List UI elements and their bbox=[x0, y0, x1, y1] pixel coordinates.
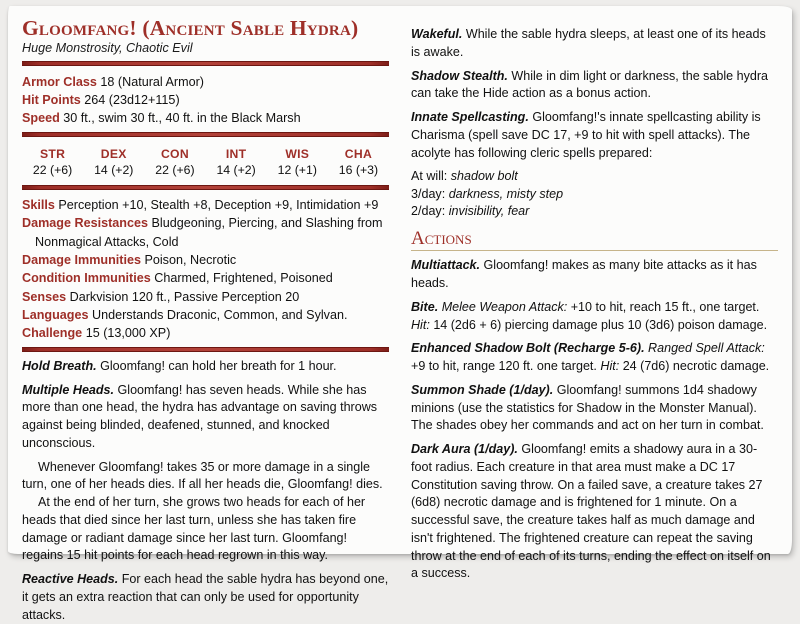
action-dark-aura bbox=[411, 441, 778, 583]
ability-name: CON bbox=[160, 146, 189, 161]
action-multiattack bbox=[411, 257, 778, 293]
trait-text: Gloomfang!'s innate spellcasting ability is Charisma (spell save DC 17, +9 to hit with spell attacks). The acolyte has following cleric spells prepared: bbox=[411, 110, 761, 160]
spell-frequency: At will: bbox=[411, 169, 448, 184]
detail-value: Perception +10, Stealth +8, Deception +9, Intimidation +9 bbox=[58, 197, 379, 212]
ability-name: DEX bbox=[100, 146, 127, 161]
ability-name: INT bbox=[225, 146, 247, 161]
trait-text: While in dim light or darkness, the sable hydra can take the Hide action as a bonus action. bbox=[411, 68, 769, 101]
trait-wakeful bbox=[411, 26, 778, 62]
detail-value: Darkvision 120 ft., Passive Perception 20 bbox=[69, 289, 300, 304]
attribute-speed bbox=[22, 109, 389, 127]
detail-label: Senses bbox=[22, 289, 67, 304]
detail-label: Damage Resistances bbox=[22, 216, 149, 231]
trait-name: Multiple Heads. bbox=[22, 382, 115, 397]
action-text: +10 to hit, reach 15 ft., one target. bbox=[567, 299, 760, 314]
action-hit-text: 24 (7d6) necrotic damage. bbox=[619, 359, 770, 374]
attribute-value: 264 (23d12+115) bbox=[84, 92, 180, 107]
spell-frequency: 2/day: bbox=[411, 204, 446, 219]
trait-name: Shadow Stealth. bbox=[411, 68, 508, 83]
spell-names: invisibility, fear bbox=[448, 204, 530, 219]
ability-con bbox=[144, 146, 205, 179]
detail-value: Bludgeoning, Piercing, and Slashing from Nonmagical Attacks, Cold bbox=[35, 216, 383, 249]
attribute-hit-points bbox=[22, 91, 389, 109]
action-name: Summon Shade (1/day). bbox=[411, 382, 554, 397]
spell-names: shadow bolt bbox=[450, 169, 518, 184]
divider-rule-abilities-top bbox=[22, 132, 389, 137]
creature-meta: Huge Monstrosity, Chaotic Evil bbox=[22, 40, 193, 55]
spell-line-3-per-day bbox=[411, 186, 778, 204]
divider-rule-top bbox=[22, 61, 389, 66]
action-hit-label: Hit: bbox=[411, 317, 430, 332]
innate-spell-list bbox=[411, 168, 778, 221]
ability-value: 16 (+3) bbox=[338, 163, 379, 178]
trait-name: Wakeful. bbox=[411, 27, 463, 41]
trait-name: Innate Spellcasting. bbox=[411, 110, 529, 124]
detail-value: Charmed, Frightened, Poisoned bbox=[154, 271, 333, 286]
divider-rule-abilities-bottom bbox=[22, 185, 389, 190]
details-list bbox=[22, 196, 389, 343]
attribute-armor-class bbox=[22, 73, 389, 91]
action-bite bbox=[411, 299, 778, 335]
action-name: Bite. bbox=[411, 299, 439, 314]
trait-multiple-heads-paragraph-2: Whenever Gloomfang! takes 35 or more damage in a single turn, one of her heads dies. If all her heads die, Gloomfang! dies. bbox=[22, 459, 383, 492]
trait-multiple-heads bbox=[22, 382, 389, 453]
trait-innate-spellcasting bbox=[411, 109, 778, 162]
ability-value: 14 (+2) bbox=[94, 163, 134, 178]
action-summon-shade bbox=[411, 382, 778, 435]
ability-value: 12 (+1) bbox=[277, 163, 317, 178]
detail-value: Poison, Necrotic bbox=[144, 252, 237, 267]
trait-shadow-stealth bbox=[411, 68, 778, 104]
trait-multiple-heads-paragraph-3: At the end of her turn, she grows two heads for each of her heads that died since her last turn, unless she has taken fire damage or radiant damage since her last turn. Gloomfang! regains 15 hit points for each head regrown in this way. bbox=[22, 495, 366, 563]
statblock-card bbox=[8, 6, 792, 622]
action-text: Gloomfang! summons 1d4 shadowy minions (use the statistics for Shadow in the Monster Manual). The shades obey her commands and act on her turn in combat. bbox=[411, 382, 764, 433]
detail-condition-immunities bbox=[22, 269, 389, 287]
action-text: +9 to hit, range 120 ft. one target. bbox=[411, 359, 601, 374]
trait-name: Hold Breath. bbox=[22, 358, 97, 373]
ability-name: STR bbox=[39, 146, 66, 161]
detail-senses bbox=[22, 288, 389, 306]
action-name: Dark Aura (1/day). bbox=[411, 442, 518, 457]
spell-frequency: 3/day: bbox=[411, 186, 446, 201]
detail-label: Damage Immunities bbox=[22, 252, 141, 267]
detail-damage-immunities bbox=[22, 251, 389, 269]
ability-value: 22 (+6) bbox=[155, 163, 195, 178]
attribute-label: Speed bbox=[22, 111, 60, 126]
trait-text: Gloomfang! can hold her breath for 1 hour. bbox=[96, 358, 337, 373]
attribute-label: Hit Points bbox=[22, 92, 81, 107]
detail-skills bbox=[22, 196, 389, 214]
ability-dex bbox=[83, 146, 144, 179]
attribute-value: 30 ft., swim 30 ft., 40 ft. in the Black Marsh bbox=[63, 111, 301, 126]
spell-line-2-per-day bbox=[411, 203, 778, 221]
detail-damage-resistances bbox=[22, 214, 389, 251]
divider-rule-traits bbox=[22, 347, 389, 352]
ability-str bbox=[22, 146, 83, 179]
ability-score-table bbox=[22, 143, 389, 181]
action-attack-type: Melee Weapon Attack: bbox=[438, 299, 568, 314]
ability-name: WIS bbox=[285, 146, 310, 161]
creature-name: Gloomfang! (Ancient Sable Hydra) bbox=[22, 16, 359, 40]
detail-languages bbox=[22, 306, 389, 324]
action-text: Gloomfang! emits a shadowy aura in a 30-foot radius. Each creature in that area must make a DC 17 Constitution saving throw. On a failed save, a creature takes 27 (6d8) necrotic damage and is frightened for 1 minute. On a successful save, the creature takes half as much damage and isn't frightened. The frightened creature can repeat the saving throw at the end of each of its turns, ending the effect on itself on a success. bbox=[411, 442, 771, 581]
detail-label: Languages bbox=[22, 308, 89, 322]
detail-label: Condition Immunities bbox=[22, 271, 151, 286]
detail-label: Skills bbox=[22, 197, 55, 212]
action-name: Multiattack. bbox=[411, 258, 481, 273]
section-heading-actions: Actions bbox=[411, 227, 472, 249]
action-name: Enhanced Shadow Bolt (Recharge 5-6). bbox=[411, 341, 645, 356]
section-underline-actions bbox=[411, 250, 778, 252]
attribute-label: Armor Class bbox=[22, 74, 97, 89]
ability-name: CHA bbox=[344, 146, 373, 161]
attributes-list bbox=[22, 73, 389, 128]
trait-reactive-heads bbox=[22, 571, 389, 624]
trait-name: Reactive Heads. bbox=[22, 572, 119, 586]
action-enhanced-shadow-bolt bbox=[411, 340, 778, 376]
ability-int bbox=[206, 146, 267, 179]
attribute-value: 18 (Natural Armor) bbox=[100, 74, 204, 89]
ability-value: 22 (+6) bbox=[32, 163, 73, 178]
action-hit-text: 14 (2d6 + 6) piercing damage plus 10 (3d6) poison damage. bbox=[429, 317, 768, 332]
trait-text: Gloomfang! has seven heads. While she has more than one head, the hydra has advantage on saving throws against being blinded, deafened, stunned, and knocked unconscious. bbox=[22, 382, 378, 450]
action-hit-label: Hit: bbox=[600, 359, 620, 374]
detail-label: Challenge bbox=[22, 326, 83, 341]
ability-value: 14 (+2) bbox=[216, 163, 256, 178]
spell-line-at-will bbox=[411, 168, 778, 186]
trait-text: While the sable hydra sleeps, at least one of its heads is awake. bbox=[411, 27, 766, 59]
ability-wis bbox=[267, 146, 328, 179]
statblock-right-column bbox=[411, 17, 778, 581]
spell-names: darkness, misty step bbox=[448, 186, 564, 201]
detail-value: Understands Draconic, Common, and Sylvan. bbox=[91, 308, 348, 322]
trait-text: For each head the sable hydra has beyond one, it gets an extra reaction that can only be used for opportunity attacks. bbox=[22, 572, 389, 622]
action-text: Gloomfang! makes as many bite attacks as it has heads. bbox=[411, 258, 757, 291]
statblock-left-column bbox=[22, 16, 389, 622]
detail-challenge bbox=[22, 324, 389, 342]
detail-value: 15 (13,000 XP) bbox=[85, 326, 171, 341]
trait-hold-breath bbox=[22, 358, 389, 376]
ability-cha bbox=[328, 146, 389, 179]
action-attack-type: Ranged Spell Attack: bbox=[644, 341, 765, 356]
